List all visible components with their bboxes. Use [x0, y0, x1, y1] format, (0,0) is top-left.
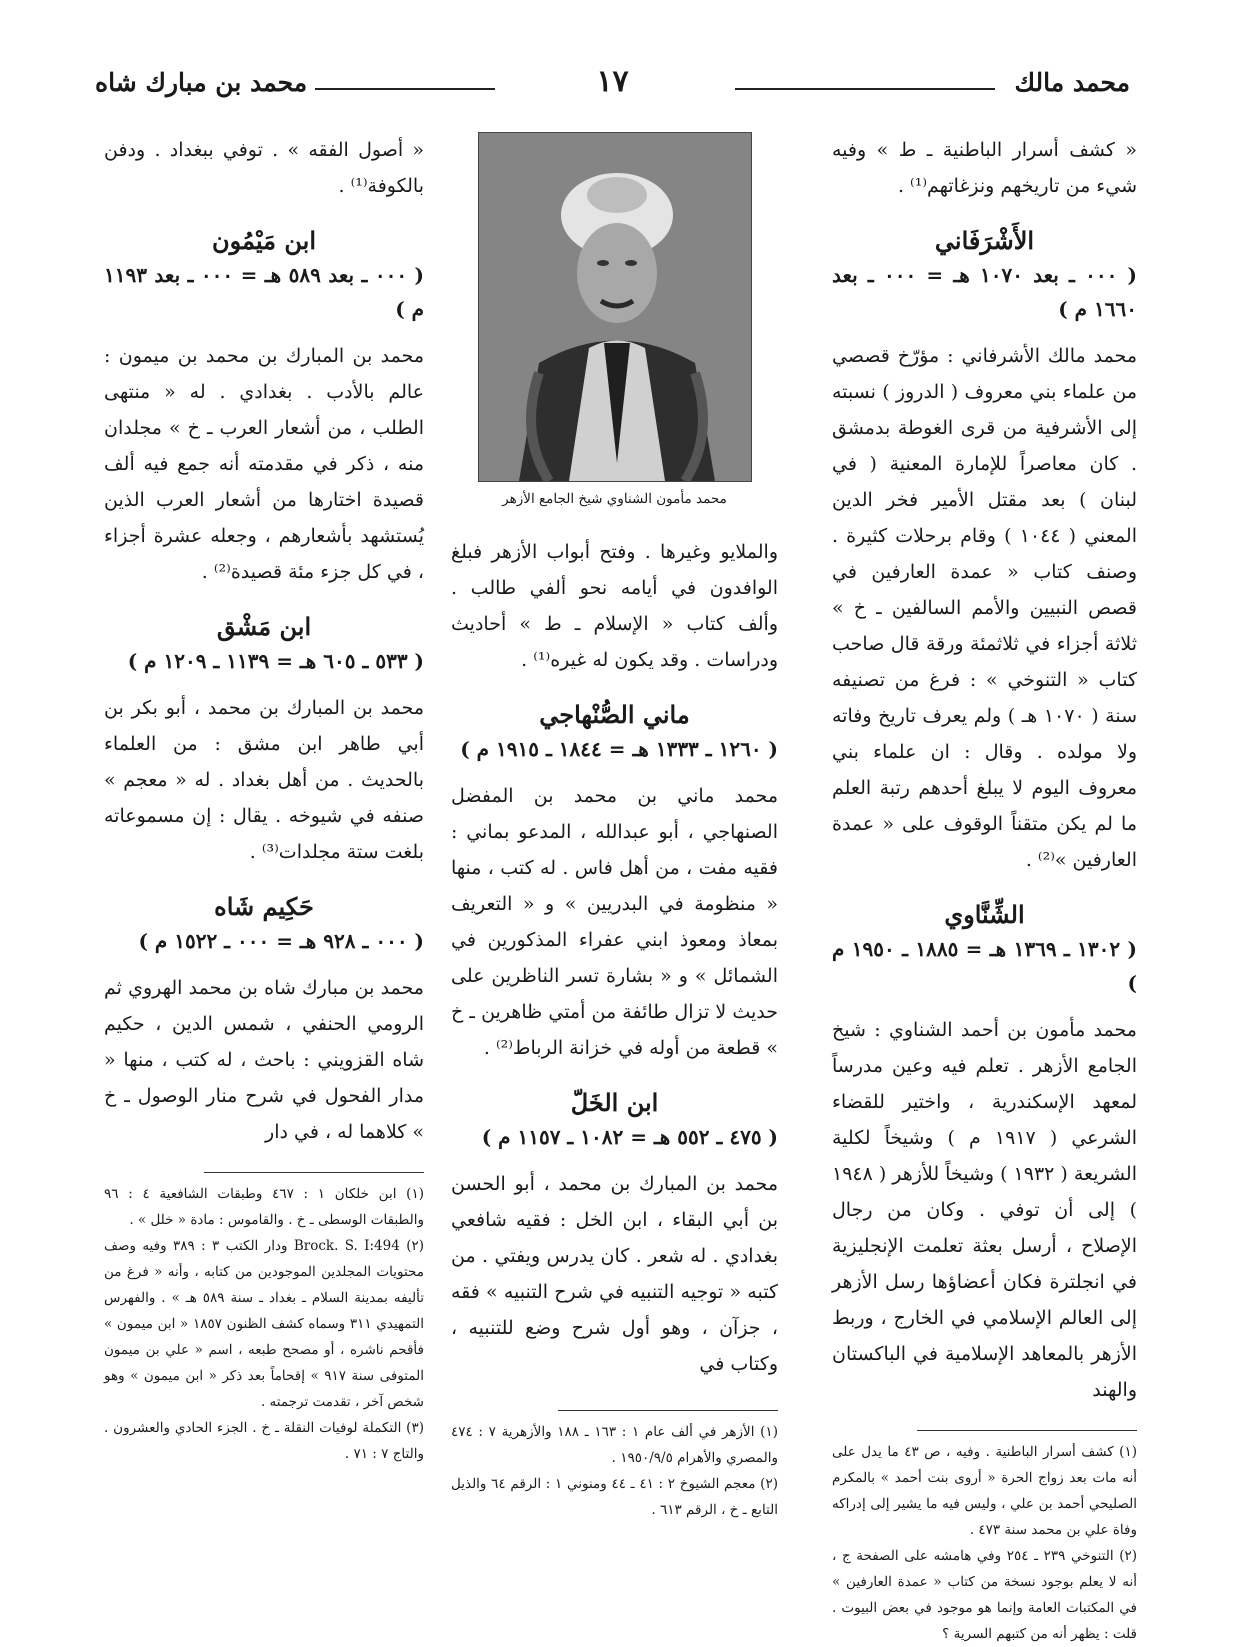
- footnote: (٢) Brock. S. I:494 ودار الكتب ٣ : ٣٨٩ وفيه وصف محتويات المجلدين الموجودين من كتابه ، وأنه « فرغ من تأليفه بمدينة السلام ـ بغداد ـ سنة ٥٨٩ هـ » . والفهرس التمهيدي ٣١١ وسماه كشف الظنون ١٨٥٧ « ابن ميمون » فأقحم ناشره ، أو مصحح طبعه ، اسم « علي بن ميمون المتوفى سنة ٩١٧ » إقحاماً بعد ذكر « ابن ميمون » وهو شخص آخر ، تقدمت ترجمته .: [104, 1238, 425, 1410]
- continued-text: « كشف أسرار الباطنية ـ ط » وفيه شيء من تاريخهم ونزغاتهم⁽¹⁾ .: [832, 139, 1137, 197]
- running-title-right: محمد مالك: [1014, 68, 1130, 97]
- entry-name: الشِّنَّاوي: [944, 900, 1025, 929]
- footnote: (١) ابن خلكان ١ : ٤٦٧ وطبقات الشافعية ٤ : ٩٦ والطبقات الوسطى ـ خ . والقاموس : مادة « خلل » .: [104, 1186, 424, 1228]
- entry-dates: ( ٤٧٥ ـ ٥٥٢ هـ = ١٠٨٢ ـ ١١٥٧ م ): [481, 1125, 778, 1149]
- footnote: (٢) معجم الشيوخ ٢ : ٤١ ـ ٤٤ ومنوني ١ : الرقم ٦٤ والذيل التابع ـ خ ، الرقم ٦١٣ .: [451, 1476, 778, 1518]
- entry-dates: ( ١٢٦٠ ـ ١٣٣٣ هـ = ١٨٤٤ ـ ١٩١٥ م ): [460, 737, 778, 761]
- entry-text: محمد بن المبارك بن محمد ، أبو الحسن بن أبي البقاء ، ابن الخل : فقيه شافعي بغدادي . له شعر . كان يدرس ويفتي . من كتبه « توجيه التنبيه في شرح التنبيه » فقه ، جزآن ، وهو أول شرح وضع للتنبيه ، وكتاب في: [451, 1173, 778, 1375]
- entry-text: محمد ماني بن محمد بن المفضل الصنهاجي ، أبو عبدالله ، المدعو بماني : فقيه مفت ، من أهل فاس . له كتب ، منها « منظومة في البدريين » و « التعريف بمعاذ ومعوذ ابني عفراء المذكورين في الشمائل » و « بشارة تسر الناظرين على حديث لا تزال طائفة من أمتي ظاهرين ـ خ » قطعة من أوله في خزانة الرباط⁽²⁾ .: [451, 785, 778, 1059]
- entry-text: محمد بن المبارك بن محمد ، أبو بكر بن أبي طاهر ابن مشق : من العلماء بالحديث . من أهل بغداد . له « معجم » صنفه في شيوخه . يقال : إن مسموعاته بلغت ستة مجلدات⁽³⁾ .: [104, 697, 424, 863]
- header-rule-right: [735, 88, 995, 90]
- entry-text: محمد بن مبارك شاه بن محمد الهروي ثم الرومي الحنفي ، شمس الدين ، حكيم شاه القزويني : باحث ، له كتب ، منها « مدار الفحول في شرح منار الوصول ـ خ » كلاهما له ، في دار: [104, 977, 424, 1143]
- entry-name: ابن مَشْق: [216, 612, 312, 641]
- footnote: (٣) التكملة لوفيات النقلة ـ خ . الجزء الحادي والعشرون . والتاج ٧ : ٧١ .: [104, 1420, 424, 1462]
- entry-name: ابن الخَلّ: [570, 1088, 659, 1117]
- entry-text: محمد مالك الأشرفاني : مؤرّخ قصصي من علماء بني معروف ( الدروز ) نسبته إلى الأشرفية من قرى الغوطة بدمشق . كان معاصراً للإمارة المعنية ( في لبنان ) بعد مقتل الأمير فخر الدين المعني ( ١٠٤٤ ) وقام برحلات كثيرة . وصنف كتاب « عمدة العارفين في قصص النبيين والأمم السالفين ـ خ » ثلاثة أجزاء في ثلاثمئة ورقة قال صاحب كتاب « التنوخي » : فرغ من تصنيفه سنة ( ١٠٧٠ هـ ) ولم يعرف تاريخ وفاته ولا مولده . وقال : ان علماء بني معروف اليوم لا يبلغ أحدهم رتبة العلم ما لم يكن متقناً الوقوف على « عمدة العارفين »⁽²⁾ .: [832, 345, 1138, 871]
- portrait-photo: [478, 132, 752, 482]
- entry-name: ماني الصُّنْهاجي: [539, 700, 690, 729]
- entry-text: محمد بن المبارك بن محمد بن ميمون : عالم بالأدب . بغدادي . له « منتهى الطلب ، من أشعار العرب ـ خ » مجلدان منه ، ذكر في مقدمته أنه جمع فيه ألف قصيدة اختارها من أشعار العرب الذين يُستشهد بأشعارهم ، وجعله عشرة أجزاء ، في كل جزء مئة قصيدة⁽²⁾ .: [104, 345, 424, 583]
- entry-name: حَكِيم شَاه: [214, 892, 314, 921]
- entry-dates: ( ٠٠٠ ـ بعد ١٠٧٠ هـ = ٠٠٠ ـ بعد ١٦٦٠ م ): [832, 263, 1138, 321]
- column-right: [832, 132, 1137, 1647]
- running-title-left: محمد بن مبارك شاه: [95, 68, 308, 97]
- page-number: ١٧: [596, 64, 629, 99]
- footnote: (١) الأزهر في ألف عام ١ : ١٦٣ ـ ١٨٨ والأزهرية ٧ : ٤٧٤ والمصري والأهرام ١٩٥٠/٩/٥ .: [451, 1424, 778, 1466]
- column-left: [104, 132, 424, 1467]
- column-middle: [451, 132, 778, 1523]
- photo-caption: محمد مأمون الشناوي شيخ الجامع الأزهر: [502, 491, 727, 507]
- entry-dates: ( ١٣٠٢ ـ ١٣٦٩ هـ = ١٨٨٥ ـ ١٩٥٠ م ): [832, 937, 1137, 995]
- continued-text: « أصول الفقه » . توفي ببغداد . ودفن بالكوفة⁽¹⁾ .: [104, 139, 424, 197]
- footnote: (١) كشف أسرار الباطنية . وفيه ، ص ٤٣ ما يدل على أنه مات بعد زواج الحرة « أروى بنت أحمد » بالمكرم الصليحي أحمد بن علي ، وليس فيه ما يشير إلى إدراكه وفاة علي بن محمد سنة ٤٧٣ .: [832, 1444, 1137, 1538]
- continued-text: والملايو وغيرها . وفتح أبواب الأزهر فبلغ الوافدون في أيامه نحو ألفي طالب . وألف كتاب « الإسلام ـ ط » أحاديث ودراسات . وقد يكون له غيره⁽¹⁾ .: [451, 541, 778, 671]
- running-header: [95, 62, 1130, 110]
- header-rule-left: [315, 88, 495, 90]
- entry-dates: ( ٠٠٠ ـ ٩٢٨ هـ = ٠٠٠ ـ ١٥٢٢ م ): [138, 929, 424, 953]
- portrait-figure: [479, 133, 751, 481]
- entry-name: الأَشْرَفَاني: [934, 226, 1035, 255]
- entry-text: محمد مأمون بن أحمد الشناوي : شيخ الجامع الأزهر . تعلم فيه وعين مدرساً لمعهد الإسكندرية ، واختير للقضاء الشرعي ( ١٩١٧ م ) وشيخاً لكلية الشريعة ( ١٩٣٢ ) وشيخاً للأزهر ( ١٩٤٨ ) إلى أن توفي . وكان من رجال الإصلاح ، أرسل بعثة تعلمت الإنجليزية في انجلترة فكان أعضاؤها رسل الأزهر إلى العالم الإسلامي في الخارج ، وربط الأزهر بالمعاهد الإسلامية في الباكستان والهند: [831, 1019, 1137, 1401]
- entry-dates: ( ٥٣٣ ـ ٦٠٥ هـ = ١١٣٩ ـ ١٢٠٩ م ): [127, 649, 424, 673]
- entry-dates: ( ٠٠٠ ـ بعد ٥٨٩ هـ = ٠٠٠ ـ بعد ١١٩٣ م ): [104, 263, 424, 321]
- footnote: (٢) التنوخي ٢٣٩ ـ ٢٥٤ وفي هامشه على الصفحة ج ، أنه لا يعلم بوجود نسخة من كتاب « عمدة العارفين » في المكتبات العامة وإنما هو موجود في بعض البيوت . قلت : يظهر أنه من كتبهم السرية ؟: [832, 1548, 1138, 1642]
- entry-name: ابن مَيْمُون: [212, 226, 316, 255]
